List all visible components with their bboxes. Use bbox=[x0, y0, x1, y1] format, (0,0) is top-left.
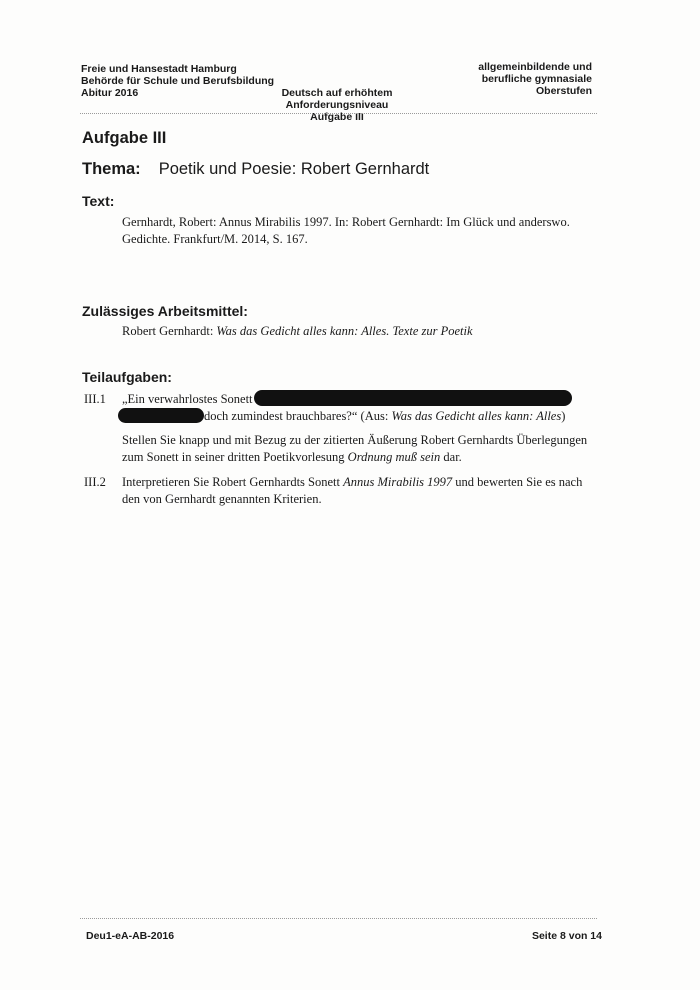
header-school-type-2: berufliche gymnasiale bbox=[481, 73, 592, 85]
hilfsmittel-heading: Zulässiges Arbeitsmittel: bbox=[82, 303, 248, 319]
task-number-1: III.1 bbox=[84, 392, 106, 406]
header-subject: Deutsch auf erhöhtem Anforderungsniveau bbox=[281, 87, 393, 111]
header-exam: Abitur 2016 bbox=[81, 87, 139, 99]
header-school-type-3: Oberstufen bbox=[535, 85, 592, 97]
task-1-source-end: ) bbox=[561, 409, 566, 423]
hilfsmittel-prefix: Robert Gernhardt: bbox=[122, 324, 217, 338]
header-authority: Behörde für Schule und Berufsbildung bbox=[81, 75, 275, 87]
task-2-sonnet-title: Annus Mirabilis 1997 bbox=[343, 475, 453, 489]
task-number-2: III.2 bbox=[84, 475, 106, 489]
header-center bbox=[232, 87, 442, 123]
page-title: Aufgabe III bbox=[82, 129, 167, 147]
thema-text: Poetik und Poesie: Robert Gernhardt bbox=[158, 160, 430, 178]
task-1-quote-start: „Ein verwahrlostes Sonett bbox=[122, 392, 253, 406]
task-1-quote-line-1 bbox=[122, 390, 592, 408]
teilaufgaben-heading: Teilaufgaben: bbox=[82, 369, 172, 385]
text-citation-line-1: Gernhardt, Robert: Annus Mirabilis 1997. In: Robert Gernhardt: Im Glück und anderswo. bbox=[122, 215, 570, 229]
task-1-source: Was das Gedicht alles kann: Alles bbox=[391, 409, 562, 423]
task-1-quote-line-2 bbox=[122, 408, 592, 425]
header-right bbox=[478, 61, 592, 97]
task-1-instruction-b: dar. bbox=[440, 450, 462, 464]
redaction-bar bbox=[118, 408, 204, 423]
task-2-instruction bbox=[122, 474, 592, 508]
text-citation-line-2: Gedichte. Frankfurt/M. 2014, S. 167. bbox=[122, 232, 308, 246]
task-2-instruction-b: und bewerten Sie es nach bbox=[452, 475, 583, 489]
task-2-instruction-a: Interpretieren Sie Robert Gernhardts Sonett bbox=[122, 475, 344, 489]
thema-line bbox=[82, 160, 429, 179]
task-2-instruction-line-1 bbox=[122, 474, 592, 491]
header-task: Aufgabe III bbox=[310, 111, 364, 123]
footer-code: Deu1-eA-AB-2016 bbox=[86, 930, 175, 942]
hilfsmittel-text bbox=[122, 323, 592, 340]
task-1-lecture-title: Ordnung muß sein bbox=[347, 450, 441, 464]
task-2-instruction-line-2: den von Gernhardt genannten Kriterien. bbox=[122, 492, 322, 506]
hilfsmittel-title: Was das Gedicht alles kann: Alles. Texte zur Poetik bbox=[216, 324, 473, 338]
page-number: Seite 8 von 14 bbox=[531, 930, 602, 942]
task-1-quote bbox=[122, 390, 592, 425]
footer-divider bbox=[80, 918, 597, 919]
header-school-type-1: allgemeinbildende und bbox=[478, 61, 592, 73]
task-1-instruction-line-1: Stellen Sie knapp und mit Bezug zu der zitierten Äußerung Robert Gernhardts Überlegungen bbox=[122, 433, 588, 447]
task-1-instruction bbox=[122, 432, 592, 466]
redaction-bar bbox=[254, 390, 572, 406]
text-citation bbox=[122, 214, 592, 248]
header-divider bbox=[80, 113, 597, 114]
task-1-instruction-a: zum Sonett in seiner dritten Poetikvorlesung bbox=[122, 450, 348, 464]
header-city: Freie und Hansestadt Hamburg bbox=[81, 63, 237, 75]
thema-label: Thema: bbox=[82, 160, 141, 178]
task-1-instruction-line-2 bbox=[122, 449, 592, 466]
task-1-quote-cont: doch zumindest brauchbares?“ (Aus: bbox=[204, 409, 392, 423]
text-heading: Text: bbox=[82, 193, 115, 209]
